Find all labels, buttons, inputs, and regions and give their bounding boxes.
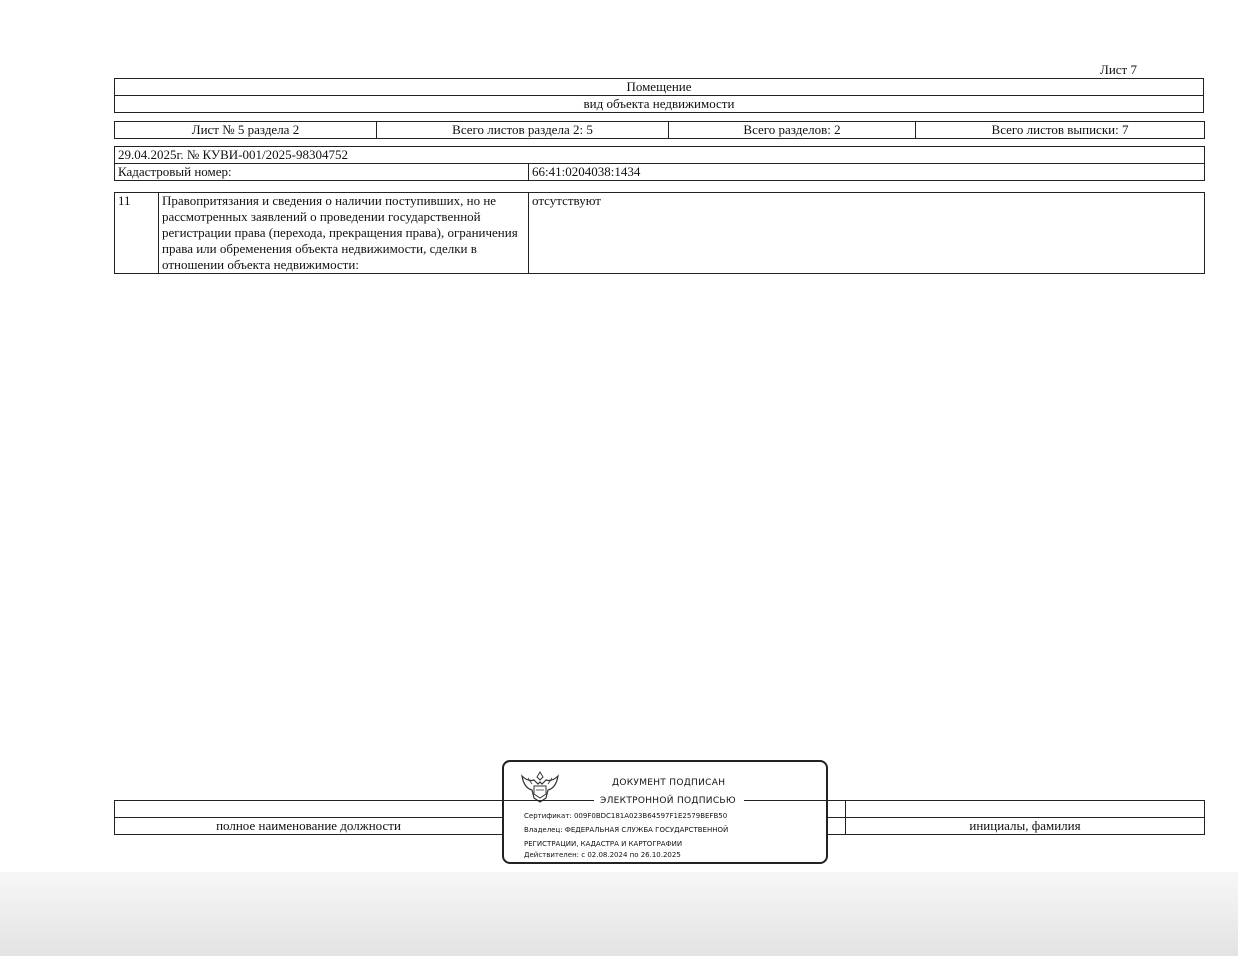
name-label: инициалы, фамилия [846, 818, 1205, 835]
document-number-table [114, 146, 1205, 181]
stamp-owner-line1: Владелец: ФЕДЕРАЛЬНАЯ СЛУЖБА ГОСУДАРСТВЕННОЙ [524, 826, 729, 834]
total-sections: Всего разделов: 2 [669, 122, 916, 139]
sheet-of-section: Лист № 5 раздела 2 [115, 122, 377, 139]
object-type-table [114, 78, 1204, 113]
cadastral-label: Кадастровый номер: [115, 164, 529, 181]
total-sheets-extract: Всего листов выписки: 7 [916, 122, 1205, 139]
stamp-rule-left [504, 800, 594, 801]
claims-table [114, 192, 1205, 274]
stamp-owner-line2: РЕГИСТРАЦИИ, КАДАСТРА И КАРТОГРАФИИ [524, 840, 683, 848]
stamp-title-line1: ДОКУМЕНТ ПОДПИСАН [612, 778, 726, 788]
stamp-rule-right [744, 800, 826, 801]
position-label: полное наименование должности [115, 818, 503, 835]
electronic-signature-stamp [502, 760, 828, 864]
scan-edge-shade [0, 872, 1238, 956]
cadastral-value: 66:41:0204038:1434 [529, 164, 1205, 181]
stamp-certificate: Сертификат: 009F0BDC181A023B64597F1E2579BEFB50 [524, 812, 728, 820]
position-blank [115, 801, 503, 818]
row-value: отсутствуют [529, 193, 1205, 274]
name-blank [846, 801, 1205, 818]
total-sheets-section: Всего листов раздела 2: 5 [377, 122, 669, 139]
stamp-validity: Действителен: с 02.08.2024 по 26.10.2025 [524, 851, 681, 859]
row-label: Правопритязания и сведения о наличии поступивших, но не рассмотренных заявлений о проведении государственной регистрации права (перехода, прекращения права), ограничения права или обременения объекта недвижимости, сделки в отношении объекта недвижимости: [159, 193, 529, 274]
stamp-title-line2: ЭЛЕКТРОННОЙ ПОДПИСЬЮ [600, 796, 736, 806]
row-number: 11 [115, 193, 159, 274]
sheet-number: Лист 7 [1100, 62, 1137, 77]
date-number: 29.04.2025г. № КУВИ-001/2025-98304752 [115, 147, 1205, 164]
table-row [115, 193, 1205, 274]
object-subtitle: вид объекта недвижимости [115, 96, 1204, 113]
object-title: Помещение [115, 79, 1204, 96]
sheet-info-table [114, 121, 1205, 139]
